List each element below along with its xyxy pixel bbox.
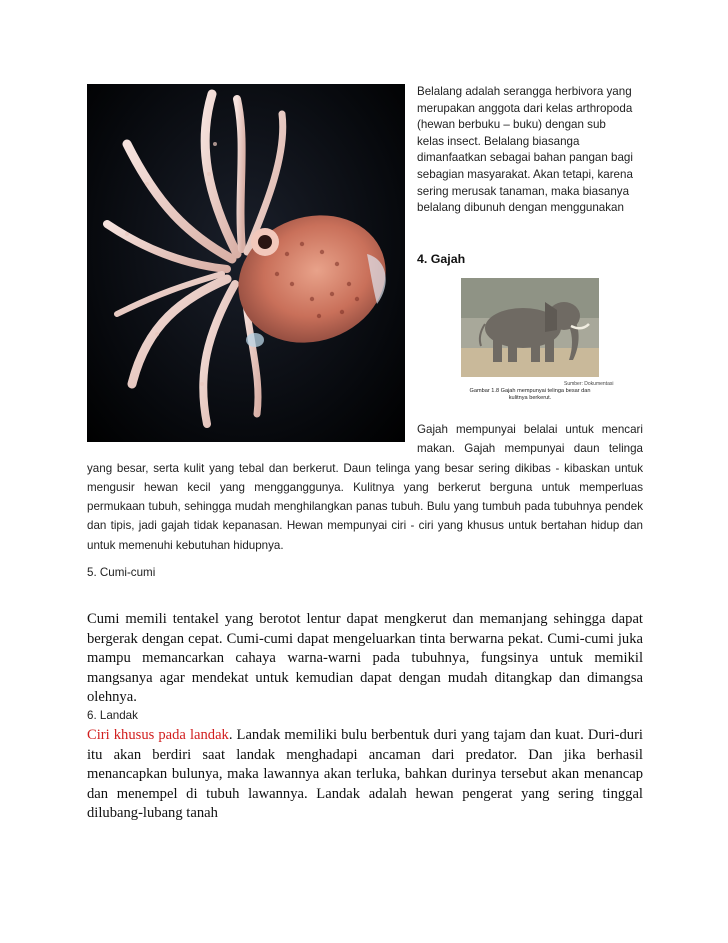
section-heading-gajah: 4. Gajah — [417, 252, 466, 266]
text-line: Belalang adalah serangga herbivora yang — [417, 85, 632, 98]
text-line: merupakan anggota dari kelas arthropoda — [417, 101, 633, 115]
landak-text: . Landak memiliki bulu berbentuk duri yang tajam dan kuat. Duri-duri itu akan berdiri saat landak menghadapi ancaman dari predator. Dan jika berhasil menancapkan bulunya, maka lawannya akan terluka, bahkan durinya tersebut akan menancap dan menempel di tubuh lawannya. Landak adalah hewan pengerat yang sering tinggal dilubang-lubang tanah — [87, 727, 643, 821]
text-line: kelas insect. Belalang biasanga — [417, 134, 580, 148]
figure-caption: Gambar 1.8 Gajah mempunyai telinga besar dan kulitnya berkerut. — [469, 388, 591, 401]
gajah-paragraph: Gajah mempunyai belalai untuk mencari makan. Gajah mempunyai daun telinga yang besar, serta kulit yang tebal dan berkerut. Daun telinga yang besar sering dikibas - kibaskan untuk mengusir hewan kecil yang mengganggunya. Kulitnya yang berkerut berguna untuk memperluas permukaan tubuh, sehingga mudah menghilangkan panas tubuh. Bulu yang tumbuh pada tubuhnya pendek dan tipis, jadi gajah tidak kepanasan. Hewan mempunyai ciri - ciri yang khusus untuk bertahan hidup dan untuk memenuhi kebutuhan hidupnya. — [87, 423, 643, 552]
belalang-paragraph — [417, 84, 643, 217]
figure-source: Sumber: Dokumentasi — [564, 381, 614, 387]
section-heading-cumi: 5. Cumi-cumi — [87, 566, 156, 579]
cumi-paragraph: Cumi memili tentakel yang berotot lentur dapat mengkerut dan memanjang sehingga dapat bergerak dengan cepat. Cumi-cumi dapat mengeluarkan tinta berwarna pekat. Cumi-cumi juka mampu memancarkan cahaya warna-warni pada tubuhnya, fungsinya untuk memikil mangsanya agar mendekat untuk kemudian dapat dengan mudah ditangkap dan dimangsa olehnya. — [87, 611, 643, 705]
text-line: (hewan berbuku – buku) dengan sub — [417, 118, 606, 132]
squid-illustration — [87, 84, 405, 442]
landak-paragraph — [87, 726, 643, 824]
section-heading-landak: 6. Landak — [87, 709, 138, 722]
text-line: dimanfaatkan sebagai bahan pangan bagi — [417, 151, 633, 165]
float-spacer — [87, 420, 417, 444]
landak-red-lead: Ciri khusus pada landak — [87, 727, 229, 743]
elephant-photo — [461, 278, 599, 377]
elephant-illustration — [461, 278, 599, 377]
text-line: sebagian masyarakat. Akan tetapi, karena — [417, 167, 633, 181]
text-line: sering merusak tanaman, maka biasanya — [417, 184, 630, 198]
gajah-paragraph-block — [87, 420, 643, 555]
squid-photo — [87, 84, 405, 442]
text-line: belalang dibunuh dengan menggunakan — [417, 201, 624, 215]
